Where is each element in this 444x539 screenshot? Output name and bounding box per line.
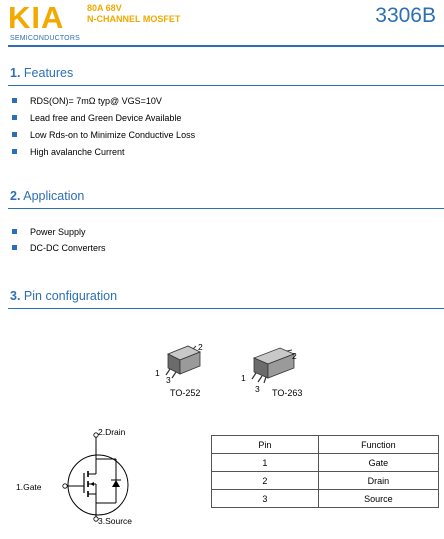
bullet-icon	[12, 115, 17, 120]
table-cell: 3	[212, 490, 319, 508]
pin-config-number: 3.	[10, 289, 21, 303]
pin-config-heading	[10, 289, 117, 303]
header-divider	[8, 45, 444, 47]
to263-pin3-label: 3	[255, 384, 260, 394]
feature-item: RDS(ON)= 7mΩ typ@ VGS=10V	[30, 96, 162, 106]
application-number: 2.	[10, 189, 21, 203]
application-item: DC-DC Converters	[30, 243, 106, 253]
feature-item: High avalanche Current	[30, 147, 125, 157]
mosfet-schematic-symbol	[40, 425, 150, 530]
company-logo: KIA	[8, 0, 65, 35]
bullet-icon	[12, 98, 17, 103]
application-divider	[8, 208, 444, 209]
to252-package-drawing	[150, 340, 220, 388]
features-heading	[10, 66, 73, 80]
rating-text: 80A 68V	[87, 3, 122, 13]
device-type-text: N-CHANNEL MOSFET	[87, 14, 181, 24]
table-cell: Drain	[318, 472, 438, 490]
table-row	[212, 490, 439, 508]
part-number: 3306B	[375, 4, 436, 27]
application-item: Power Supply	[30, 227, 86, 237]
application-title: Application	[23, 189, 85, 203]
to252-pin3-label: 3	[166, 375, 171, 385]
feature-item: Lead free and Green Device Available	[30, 113, 182, 123]
table-cell: Gate	[318, 454, 438, 472]
feature-item: Low Rds-on to Minimize Conductive Loss	[30, 130, 196, 140]
table-header-cell: Function	[318, 436, 438, 454]
to263-label: TO-263	[272, 388, 303, 398]
table-cell: Source	[318, 490, 438, 508]
bullet-icon	[12, 132, 17, 137]
to263-pin2-label: 2	[292, 351, 297, 361]
features-title: Features	[23, 66, 74, 80]
table-row	[212, 472, 439, 490]
bullet-icon	[12, 149, 17, 154]
to252-pin2-label: 2	[198, 342, 203, 352]
application-heading	[10, 189, 84, 203]
pin-config-divider	[8, 308, 444, 309]
bullet-icon	[12, 245, 17, 250]
to263-package-drawing	[240, 342, 310, 390]
pin-function-table	[211, 435, 439, 508]
to252-label: TO-252	[170, 388, 201, 398]
table-cell: 1	[212, 454, 319, 472]
table-header-row	[212, 436, 439, 454]
gate-pin-label: 1.Gate	[16, 482, 42, 492]
features-divider	[8, 85, 444, 86]
drain-pin-label: 2.Drain	[98, 427, 126, 437]
table-row	[212, 454, 439, 472]
table-cell: 2	[212, 472, 319, 490]
table-header-cell: Pin	[212, 436, 319, 454]
features-number: 1.	[10, 66, 21, 80]
to252-pin1-label: 1	[155, 368, 160, 378]
company-logo-subtitle: SEMICONDUCTORS	[10, 35, 80, 42]
bullet-icon	[12, 229, 17, 234]
pin-config-title: Pin configuration	[23, 289, 118, 303]
source-pin-label: 3.Source	[98, 516, 133, 526]
to263-pin1-label: 1	[241, 373, 246, 383]
